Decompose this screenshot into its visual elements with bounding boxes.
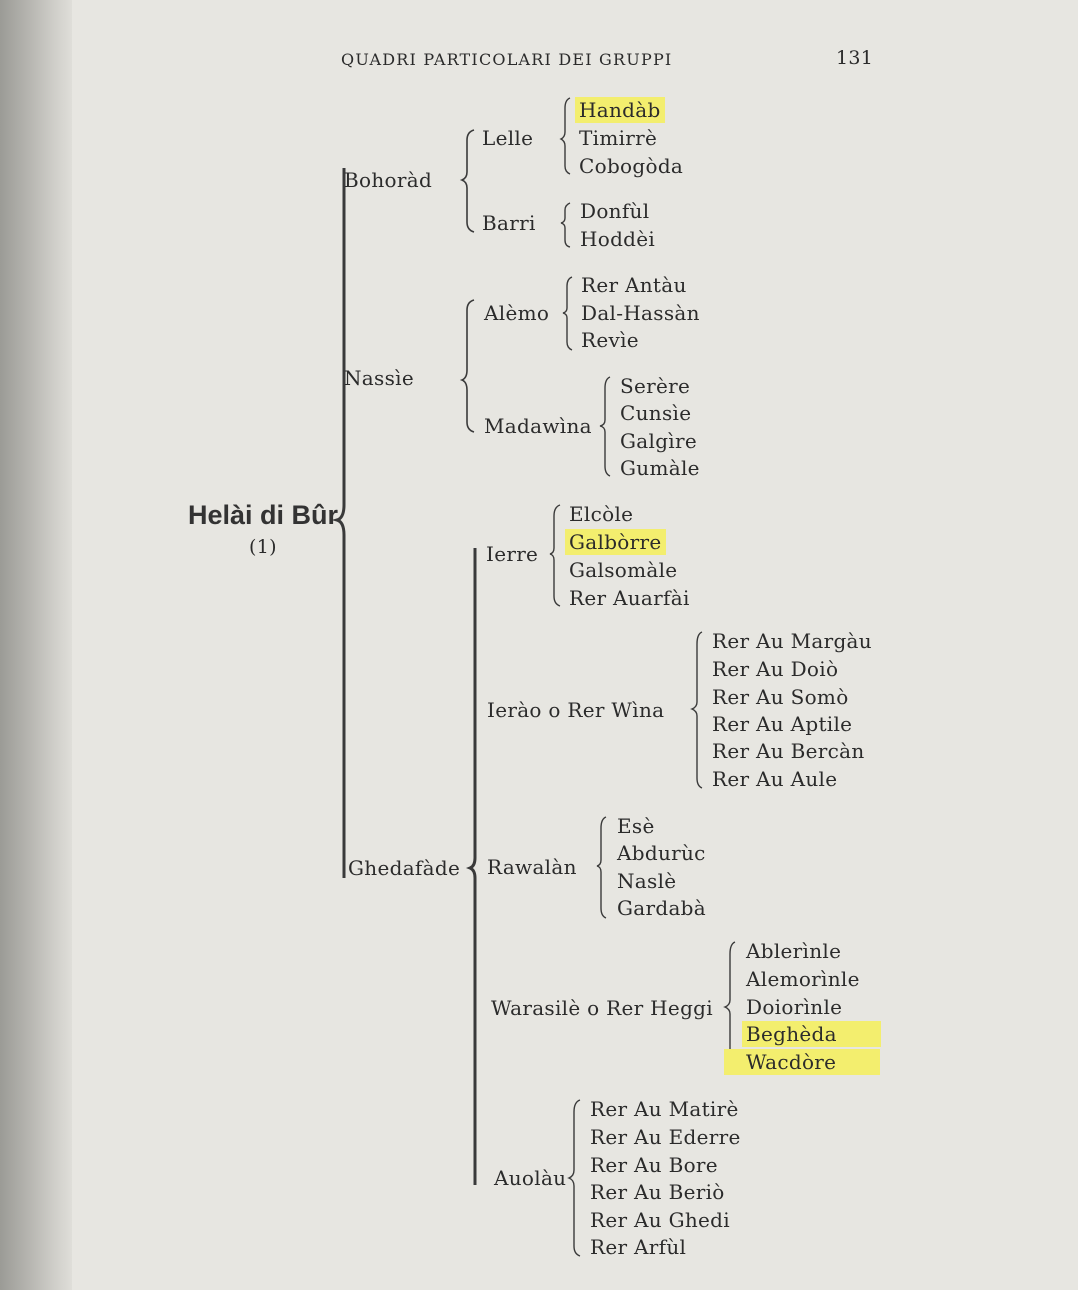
list-item: Dal-Hassàn (581, 301, 700, 325)
highlighted-text: Galbòrre (565, 529, 666, 555)
list-item: Gardabà (617, 896, 707, 920)
group-nassie: Nassìe (344, 366, 414, 390)
subgroup-alemo: Alèmo (484, 301, 550, 325)
running-header: QUADRI PARTICOLARI DEI GRUPPI (341, 50, 673, 69)
footnote-marker: (1) (249, 536, 277, 558)
list-item: Alemorìnle (746, 967, 860, 991)
brace-madawina (600, 377, 610, 476)
list-item: Galsomàle (569, 558, 678, 582)
list-item: Timirrè (579, 126, 658, 150)
brace-nassie (462, 300, 474, 432)
brace-ghedafade (470, 548, 475, 1185)
list-item: Revìe (581, 328, 639, 352)
highlighted-text: Handàb (575, 97, 665, 123)
list-item: Ablerìnle (746, 939, 842, 963)
list-item: Rer Au Doiò (712, 657, 839, 681)
brace-ierao (692, 632, 702, 788)
list-item: Abdurùc (617, 841, 706, 865)
list-item: Rer Antàu (581, 273, 687, 297)
brace-ierre (550, 505, 560, 606)
brace-barri (561, 203, 570, 247)
list-item: Cunsìe (620, 401, 692, 425)
subgroup-ierao: Ierào o Rer Wìna (487, 698, 665, 722)
list-item: Cobogòda (579, 154, 684, 178)
list-item: Serère (620, 374, 691, 398)
list-item: Hoddèi (580, 227, 656, 251)
list-item: Naslè (617, 869, 677, 893)
list-item: Galgìre (620, 429, 697, 453)
subgroup-madawina: Madawìna (484, 414, 592, 438)
brace-auolau (569, 1100, 580, 1256)
root-brace (337, 168, 344, 878)
highlighted-text: Wacdòre (724, 1049, 880, 1075)
list-item: Rer Au Margàu (712, 629, 872, 653)
subgroup-rawalan: Rawalàn (487, 855, 577, 879)
subgroup-barri: Barri (482, 211, 536, 235)
list-item: Rer Au Matirè (590, 1097, 739, 1121)
subgroup-lelle: Lelle (482, 126, 534, 150)
group-bohorad: Bohoràd (344, 168, 433, 192)
root-title: Helài di Bûr (188, 500, 339, 530)
list-item: Rer Au Somò (712, 685, 849, 709)
list-item: Rer Au Aptile (712, 712, 853, 736)
subgroup-ierre: Ierre (486, 542, 539, 566)
list-item: Rer Au Ghedi (590, 1208, 730, 1232)
list-item: Rer Au Beriò (590, 1180, 725, 1204)
list-item: Elcòle (569, 502, 634, 526)
highlighted-text: Beghèda (742, 1021, 881, 1047)
list-item (569, 532, 666, 552)
subgroup-warasile: Warasilè o Rer Heggi (491, 996, 713, 1020)
list-item: Rer Au Bercàn (712, 739, 865, 763)
list-item: Rer Arfùl (590, 1235, 687, 1259)
list-item: Rer Au Ederre (590, 1125, 741, 1149)
list-item (746, 1052, 880, 1072)
brace-rawalan (597, 817, 606, 918)
group-ghedafade: Ghedafàde (348, 856, 461, 880)
page-number: 131 (836, 47, 874, 69)
list-item: Donfùl (580, 199, 650, 223)
list-item: Gumàle (620, 456, 700, 480)
brace-alemo (563, 277, 572, 350)
brace-bohorad (462, 130, 474, 232)
list-item: Rer Auarfài (569, 586, 690, 610)
subgroup-auolau: Auolàu (494, 1166, 567, 1190)
list-item: Rer Au Bore (590, 1153, 718, 1177)
list-item: Esè (617, 814, 655, 838)
list-item: Rer Au Aule (712, 767, 838, 791)
list-item: Doiorìnle (746, 995, 843, 1019)
brace-lelle (561, 98, 570, 174)
list-item (579, 100, 665, 120)
list-item (746, 1024, 881, 1044)
